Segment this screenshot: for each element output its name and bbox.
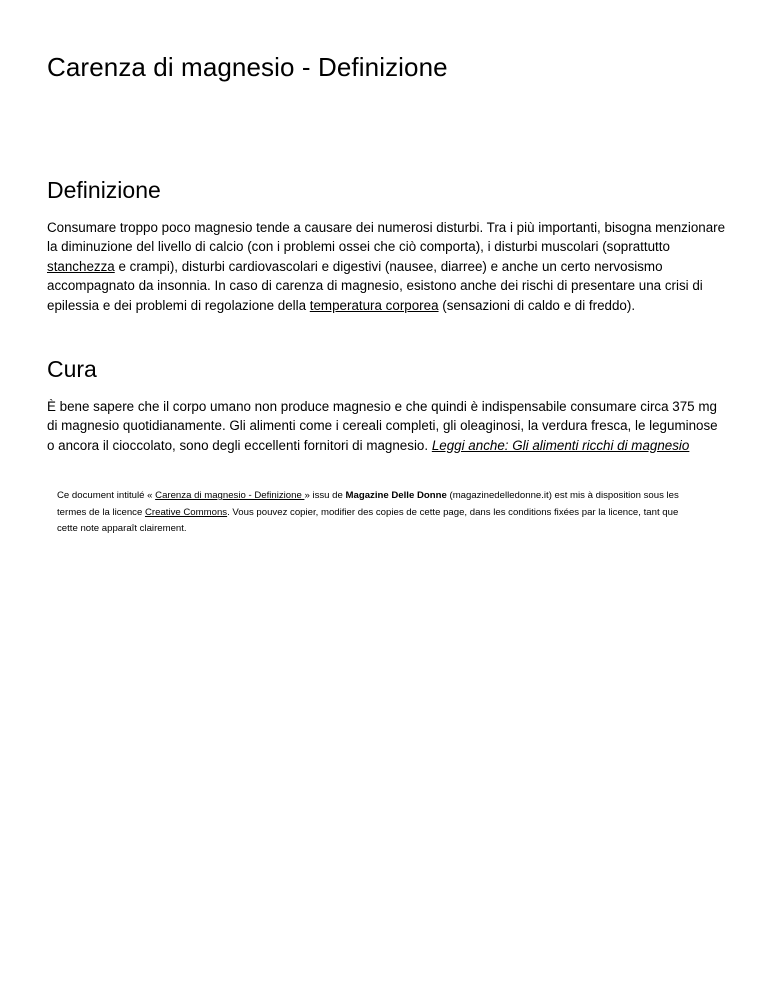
page-title: Carenza di magnesio - Definizione <box>47 52 448 82</box>
footer-text: (magazinedelledonne.it) est mis à disposition sous les termes de la licence <box>57 490 679 518</box>
paragraph-text: Consumare troppo poco magnesio tende a causare dei numerosi disturbi. Tra i più importanti, bisogna menzionare la diminuzione del livello di calcio (con i problemi ossei che ciò comporta), i disturbi muscolari (soprattutto <box>47 220 726 255</box>
footer-publisher-name: Magazine Delle Donne <box>345 490 447 501</box>
link-leggi-anche[interactable]: Leggi anche: Gli alimenti ricchi di magnesio <box>431 437 690 453</box>
paragraph-text: e crampi), disturbi cardiovascolari e digestivi (nausee, diarree) e anche un certo nervosismo accompagnato da insonnia. In caso di carenza di magnesio, esistono anche dei rischi di presentare una crisi di epilessia e dei problemi di regolazione della <box>47 258 703 313</box>
link-stanchezza[interactable]: stanchezza <box>47 258 115 274</box>
section-paragraph-cura <box>47 397 727 455</box>
footer-text: . Vous pouvez copier, modifier des copies de cette page, dans les conditions fixées par la licence, tant que cette note apparaît clairement. <box>57 506 679 535</box>
section-paragraph-definizione <box>47 218 727 315</box>
license-footer-note <box>57 488 687 538</box>
footer-document-link[interactable]: Carenza di magnesio - Definizione <box>155 490 305 501</box>
footer-text: » issu de <box>304 490 346 501</box>
footer-text: Ce document intitulé « <box>57 490 156 501</box>
section-heading-cura: Cura <box>47 356 97 382</box>
creative-commons-link[interactable]: Creative Commons <box>144 506 228 518</box>
section-heading-definizione: Definizione <box>47 177 161 203</box>
paragraph-text: È bene sapere che il corpo umano non produce magnesio e che quindi è indispensabile consumare circa 375 mg di magnesio quotidianamente. Gli alimenti come i cereali completi, gli oleaginosi, la verdura fresca, le leguminose o ancora il cioccolato, sono degli eccellenti fornitori di magnesio. <box>47 399 718 453</box>
paragraph-text: (sensazioni di caldo e di freddo). <box>438 297 636 313</box>
link-temperatura-corporea[interactable]: temperatura corporea <box>309 297 439 313</box>
